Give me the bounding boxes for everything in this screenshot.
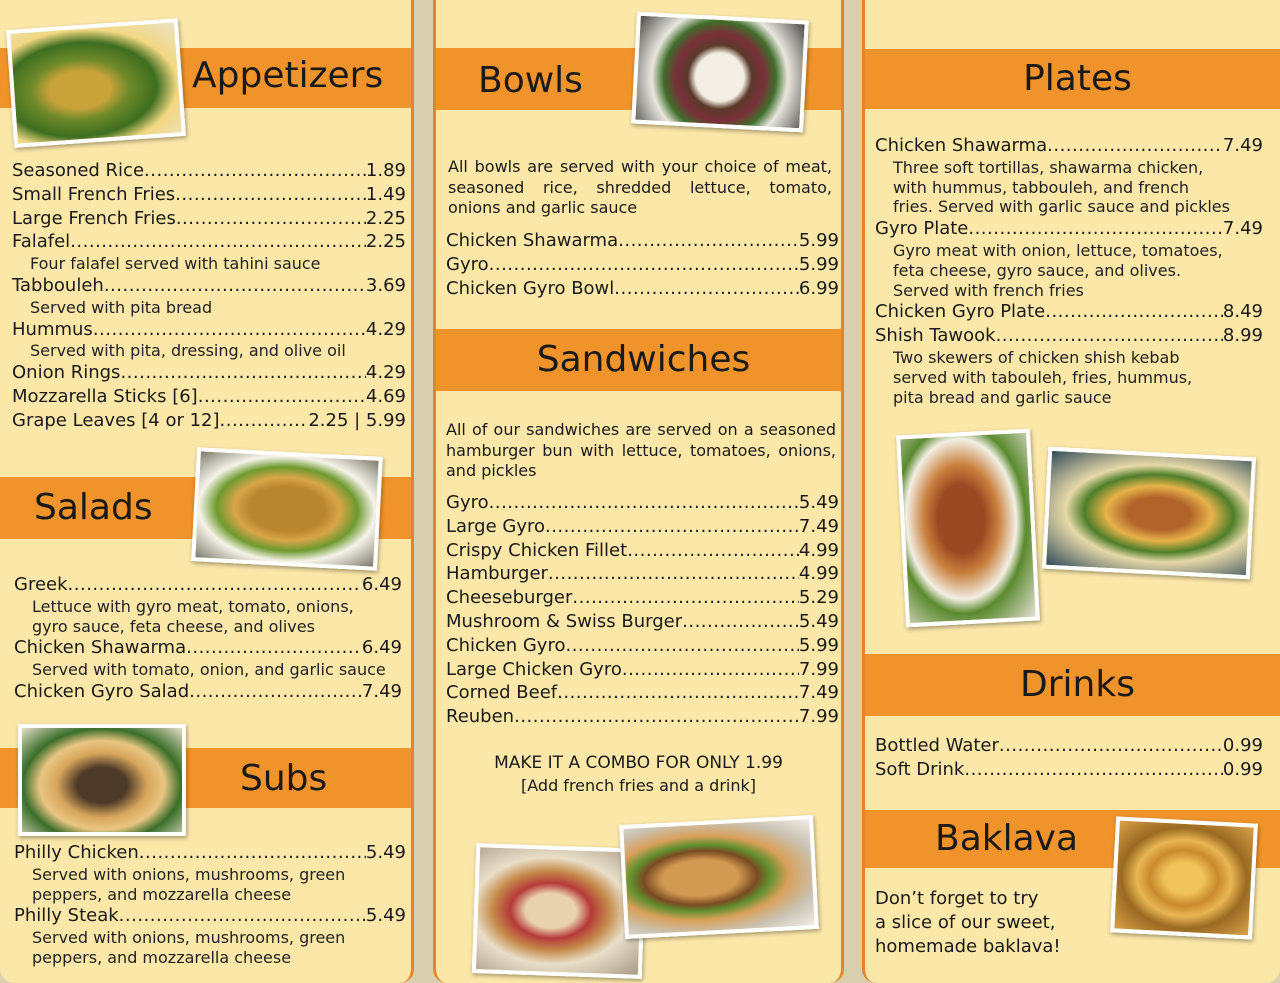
sub-sandwich-photo	[18, 724, 186, 836]
menu-item-description: Served with french fries	[893, 280, 1084, 300]
dot-leader	[1045, 300, 1223, 324]
menu-item-description: fries. Served with garlic sauce and pickles	[893, 197, 1230, 217]
menu-item-name: Philly Chicken	[14, 842, 139, 863]
dot-leader	[68, 573, 362, 597]
menu-item-price: 5.99	[798, 634, 839, 656]
menu-item-name: Philly Steak	[14, 905, 119, 927]
combo-line-2: [Add french fries and a drink]	[521, 776, 756, 795]
right-panel	[862, 0, 1280, 983]
menu-item	[12, 230, 406, 254]
menu-item-description: Served with onions, mushrooms, green	[32, 864, 346, 884]
menu-item-name: Crispy Chicken Fillet	[446, 539, 628, 561]
left-panel	[0, 0, 414, 983]
menu-item	[446, 705, 839, 729]
menu-item	[446, 634, 839, 658]
menu-item	[14, 841, 406, 865]
bowls-heading: Bowls	[478, 60, 583, 101]
menu-item-price: 5.99	[798, 230, 839, 251]
menu-item-price: 7.99	[798, 706, 839, 728]
menu-item	[446, 539, 839, 563]
dot-leader	[964, 758, 1223, 782]
combo-line-1: MAKE IT A COMBO FOR ONLY 1.99	[494, 753, 783, 773]
menu-item-price: 2.25	[365, 231, 406, 253]
menu-item	[875, 734, 1263, 758]
menu-item-name: Greek	[14, 574, 68, 595]
menu-item-name: Gyro Plate	[875, 218, 969, 240]
menu-item	[12, 183, 406, 207]
menu-item-name: Bottled Water	[875, 735, 999, 756]
menu-item-price: 6.49	[361, 574, 402, 595]
dot-leader	[968, 217, 1223, 241]
menu-item-price: 1.89	[365, 160, 406, 181]
menu-item-description: feta cheese, gyro sauce, and olives.	[893, 260, 1182, 280]
menu-item	[875, 324, 1263, 348]
menu-item	[446, 277, 839, 301]
menu-item	[446, 586, 839, 610]
subs-list	[14, 841, 406, 968]
menu-item-price: 8.99	[1222, 325, 1263, 347]
menu-item-name: Large Gyro	[446, 515, 545, 537]
menu-item-name: Large Chicken Gyro	[446, 658, 622, 680]
menu-item-price: 0.99	[1222, 735, 1263, 756]
baklava-heading: Baklava	[935, 818, 1079, 859]
drinks-list	[875, 734, 1263, 782]
menu-item	[12, 207, 406, 231]
dot-leader	[186, 636, 362, 660]
menu-item-name: Chicken Shawarma	[446, 230, 619, 251]
kebab-photo	[896, 429, 1040, 628]
menu-item-price: 2.25 | 5.99	[308, 409, 406, 431]
menu-item-price: 7.49	[1222, 218, 1263, 240]
burger-photo	[619, 815, 819, 939]
menu-item-description: Four falafel served with tahini sauce	[30, 254, 321, 274]
menu-item-name: Mushroom & Swiss Burger	[446, 610, 683, 632]
menu-item-name: Chicken Gyro Bowl	[446, 277, 615, 299]
salads-list	[14, 573, 402, 704]
menu-item-description: Served with pita, dressing, and olive oil	[30, 341, 346, 361]
menu-item	[446, 658, 839, 682]
menu-item	[875, 758, 1263, 782]
dot-leader	[189, 680, 362, 704]
menu-item-description: peppers, and mozzarella cheese	[32, 947, 292, 967]
dot-leader	[104, 274, 366, 298]
menu-item	[12, 318, 406, 342]
menu-item-description: gyro sauce, feta cheese, and olives	[32, 616, 315, 636]
menu-item-price: 7.49	[798, 682, 839, 704]
dot-leader	[618, 229, 799, 253]
dot-leader	[557, 681, 799, 705]
menu-item-name: Soft Drink	[875, 758, 965, 780]
reuben-photo	[472, 843, 646, 979]
dot-leader	[999, 734, 1223, 758]
menu-item-price: 5.29	[798, 587, 839, 609]
menu-item-price: 7.99	[798, 658, 839, 680]
dot-leader	[93, 318, 366, 342]
middle-panel	[433, 0, 844, 983]
menu-item-name: Corned Beef	[446, 682, 558, 704]
dot-leader	[70, 230, 366, 254]
menu-item-price: 5.49	[365, 905, 406, 927]
menu-item-description: pita bread and garlic sauce	[893, 387, 1112, 407]
menu-item-price: 5.49	[798, 610, 839, 632]
dot-leader	[176, 207, 366, 231]
menu-item-description: Three soft tortillas, shawarma chicken,	[893, 157, 1204, 177]
baklava-text-line: a slice of our sweet,	[875, 912, 1056, 933]
menu-item	[14, 904, 406, 928]
sandwiches-list	[446, 491, 839, 729]
menu-item	[875, 300, 1263, 324]
menu-item-name: Chicken Shawarma	[875, 135, 1048, 156]
menu-item	[14, 573, 402, 597]
menu-item	[446, 491, 839, 515]
bowls-intro: All bowls are served with your choice of meat, seasoned rice, shredded lettuce, tomato, onions and garlic sauce	[448, 157, 832, 217]
menu-item-description: with hummus, tabbouleh, and french	[893, 177, 1190, 197]
dot-leader	[614, 277, 799, 301]
menu-item-name: Onion Rings	[12, 362, 121, 384]
dot-leader	[119, 904, 366, 928]
menu-item-price: 7.49	[798, 515, 839, 537]
menu-item-name: Cheeseburger	[446, 587, 573, 609]
menu-item-name: Chicken Gyro Plate	[875, 301, 1046, 323]
menu-item-price: 1.49	[365, 183, 406, 205]
dot-leader	[622, 658, 799, 682]
dot-leader	[996, 324, 1223, 348]
menu-item-price: 5.49	[798, 492, 839, 513]
menu-item-name: Hamburger	[446, 563, 548, 585]
menu-item-name: Chicken Shawarma	[14, 637, 187, 659]
menu-item-price: 0.99	[1222, 758, 1263, 780]
menu-item-description: Lettuce with gyro meat, tomato, onions,	[32, 596, 354, 616]
menu-item-description: Two skewers of chicken shish kebab	[893, 347, 1180, 367]
menu-item	[12, 274, 406, 298]
menu-item	[12, 159, 406, 183]
menu-item-name: Tabbouleh	[12, 274, 104, 296]
menu-item-price: 4.99	[798, 563, 839, 585]
menu-item-name: Chicken Gyro Salad	[14, 680, 190, 702]
menu-item-name: Hummus	[12, 318, 93, 340]
menu-item-description: served with tabouleh, fries, hummus,	[893, 367, 1193, 387]
menu-item-price: 5.49	[365, 842, 406, 863]
menu-item-description: Gyro meat with onion, lettuce, tomatoes,	[893, 240, 1223, 260]
menu-item-name: Gyro	[446, 253, 489, 275]
drinks-heading: Drinks	[1020, 664, 1135, 705]
dot-leader	[220, 409, 309, 433]
dot-leader	[144, 159, 366, 183]
menu-item-name: Large French Fries	[12, 207, 176, 229]
menu-item	[446, 681, 839, 705]
dot-leader	[545, 515, 799, 539]
menu-item-name: Chicken Gyro	[446, 634, 566, 656]
menu-item	[12, 385, 406, 409]
bowl-photo	[631, 12, 809, 133]
sandwiches-intro: All of our sandwiches are served on a seasoned hamburger bun with lettuce, tomatoes, onions, and pickles	[446, 420, 836, 480]
dot-leader	[572, 586, 799, 610]
menu-item-price: 4.99	[798, 539, 839, 561]
menu-item-price: 3.69	[365, 274, 406, 296]
menu-item-price: 7.49	[361, 680, 402, 702]
dot-leader	[489, 253, 799, 277]
menu-item-name: Seasoned Rice	[12, 160, 145, 181]
plate-photo	[1042, 447, 1256, 580]
dot-leader	[198, 385, 366, 409]
menu-item-description: Served with tomato, onion, and garlic sauce	[32, 660, 386, 680]
menu-item	[446, 515, 839, 539]
dot-leader	[139, 841, 366, 865]
menu-item-description: peppers, and mozzarella cheese	[32, 884, 292, 904]
menu-item	[446, 562, 839, 586]
menu-item-price: 2.25	[365, 207, 406, 229]
dot-leader	[175, 183, 366, 207]
dot-leader	[682, 610, 799, 634]
subs-heading: Subs	[240, 758, 328, 799]
salad-photo	[191, 447, 383, 571]
menu-item	[875, 134, 1263, 158]
plates-heading: Plates	[1023, 58, 1132, 99]
menu-item	[875, 217, 1263, 241]
menu-item-price: 6.49	[361, 637, 402, 659]
menu-item-name: Small French Fries	[12, 183, 176, 205]
menu-item-name: Mozzarella Sticks [6]	[12, 385, 198, 407]
menu-item-price: 6.99	[798, 277, 839, 299]
appetizers-list	[12, 159, 406, 433]
menu-item-name: Grape Leaves [4 or 12]	[12, 409, 220, 431]
baklava-text-line: homemade baklava!	[875, 936, 1061, 957]
menu-item-price: 5.99	[798, 253, 839, 275]
dot-leader	[120, 361, 365, 385]
dot-leader	[565, 634, 798, 658]
dot-leader	[627, 539, 799, 563]
menu-item-price: 4.29	[365, 318, 406, 340]
menu-item	[12, 409, 406, 433]
baklava-text-line: Don’t forget to try	[875, 888, 1039, 909]
plates-list	[875, 134, 1263, 407]
sandwiches-heading: Sandwiches	[536, 339, 751, 380]
menu-item-description: Served with pita bread	[30, 297, 213, 317]
menu-item	[12, 361, 406, 385]
baklava-text	[875, 887, 1061, 959]
dot-leader	[1047, 134, 1223, 158]
dot-leader	[489, 491, 799, 515]
menu-item-name: Shish Tawook	[875, 325, 996, 347]
salads-heading: Salads	[34, 487, 153, 528]
menu-item-description: Served with onions, mushrooms, green	[32, 928, 346, 948]
menu-item	[446, 229, 839, 253]
menu-item-price: 7.49	[1222, 135, 1263, 156]
menu-item-name: Gyro	[446, 492, 489, 513]
menu-item	[14, 680, 402, 704]
menu-item-price: 4.69	[365, 385, 406, 407]
dot-leader	[514, 705, 799, 729]
bowls-list	[446, 229, 839, 300]
menu-item	[14, 636, 402, 660]
appetizers-heading: Appetizers	[192, 55, 384, 96]
menu-item-price: 4.29	[365, 362, 406, 384]
tabbouleh-photo	[6, 18, 186, 148]
menu-item	[446, 610, 839, 634]
menu-item-name: Falafel	[12, 231, 71, 253]
menu-item-price: 8.49	[1222, 301, 1263, 323]
menu-item	[446, 253, 839, 277]
baklava-photo	[1110, 816, 1258, 939]
menu-item-name: Reuben	[446, 706, 515, 728]
dot-leader	[548, 562, 799, 586]
